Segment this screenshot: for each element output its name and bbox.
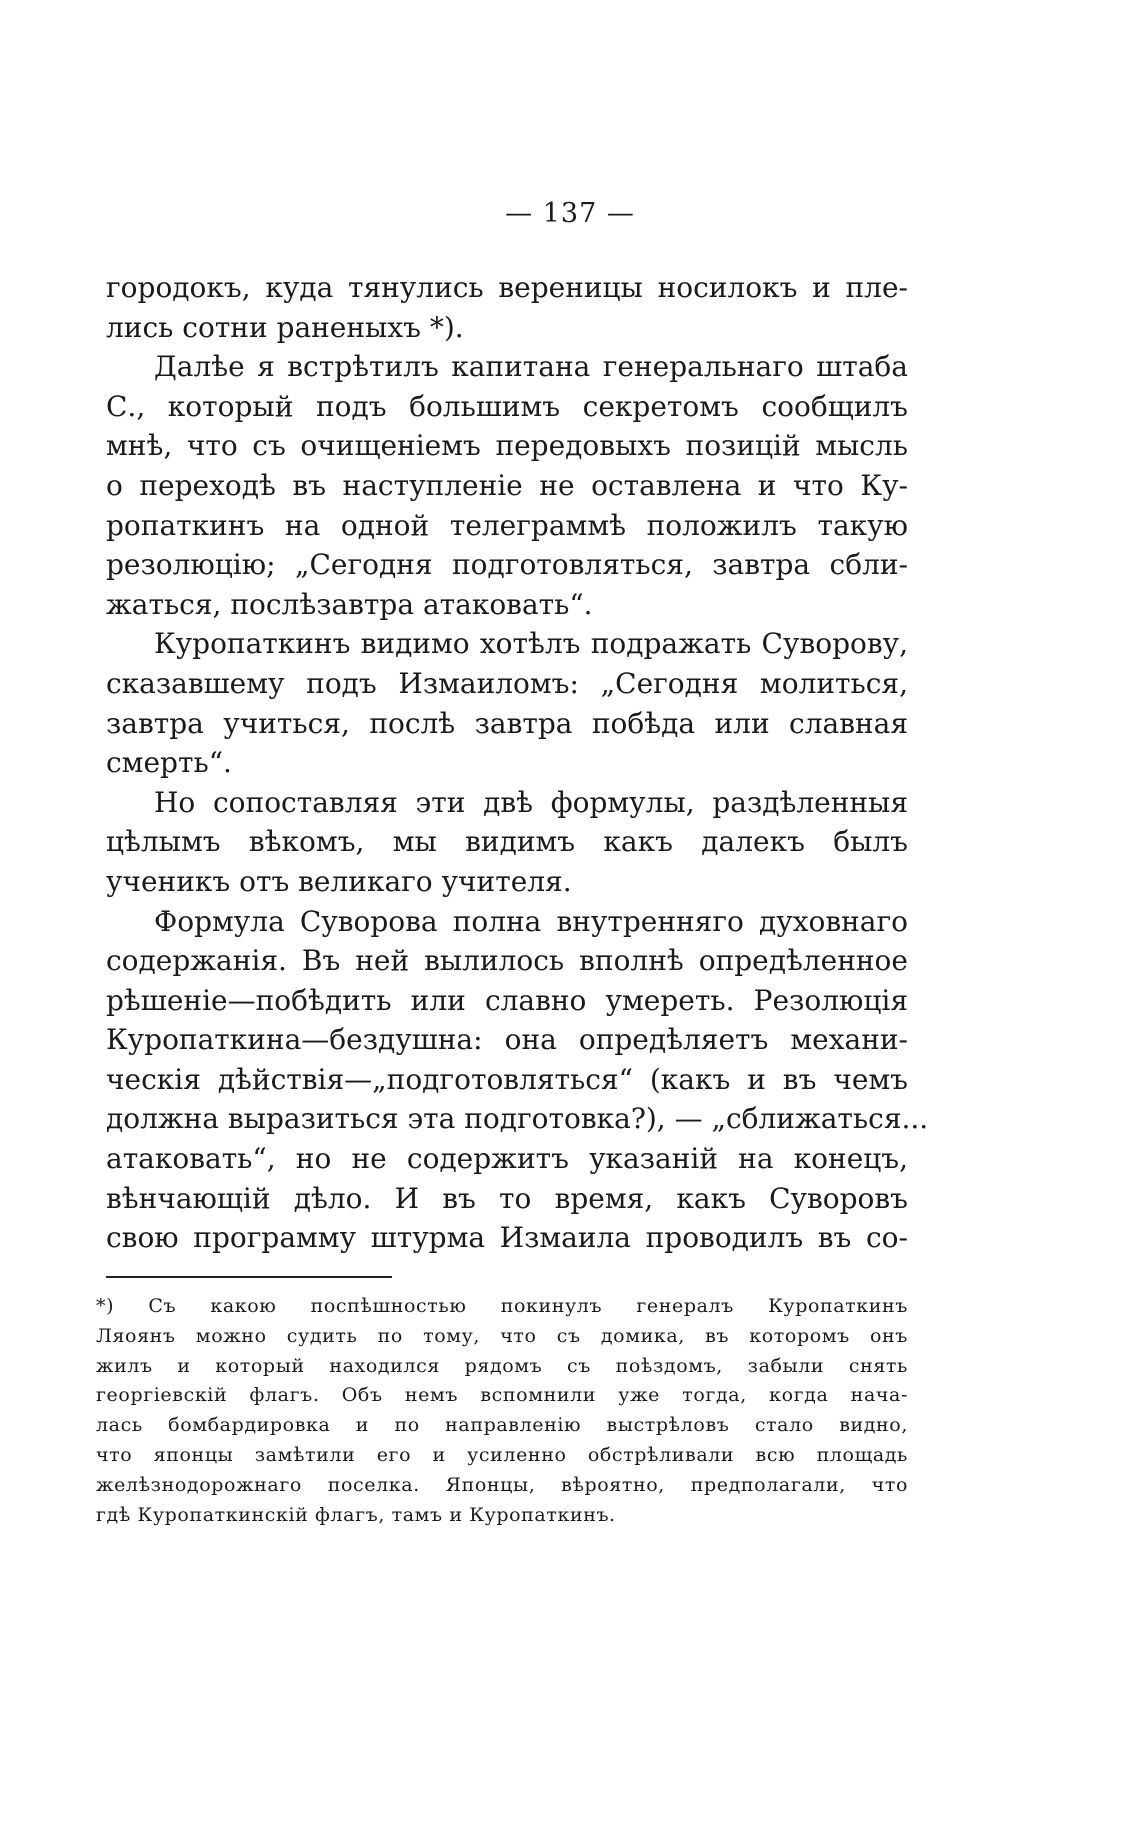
paragraph-start-line: Далѣе я встрѣтилъ капитана генеральнаго штаба bbox=[154, 350, 908, 384]
paragraph-start-line: Формула Суворова полна внутренняго духовнаго bbox=[154, 904, 908, 938]
text-line: сказавшему подъ Измаиломъ: „Сегодня молиться, bbox=[106, 666, 908, 700]
footnote-line: *) Съ какою поспѣшностью покинулъ генералъ Куропаткинъ bbox=[96, 1295, 908, 1317]
page-number: — 137 — bbox=[505, 198, 635, 229]
text-line: свою программу штурма Измаила проводилъ въ со- bbox=[106, 1221, 908, 1255]
text-line: жаться, послѣзавтра атаковать“. bbox=[106, 587, 593, 621]
text-line: вѣнчающій дѣло. И въ то время, какъ Суворовъ bbox=[106, 1181, 908, 1215]
text-line: содержанія. Въ ней вылилось вполнѣ опредѣленное bbox=[106, 944, 908, 978]
text-line: Куропаткина—бездушна: она опредѣляетъ механи- bbox=[106, 1023, 908, 1057]
footnote-line: гдѣ Куропаткинскій флагъ, тамъ и Куропаткинъ. bbox=[96, 1503, 616, 1526]
footnote bbox=[96, 1292, 908, 1530]
footnote-line: георгіевскій флагъ. Объ немъ вспомнили уже тогда, когда нача- bbox=[96, 1384, 908, 1407]
footnote-line: что японцы замѣтили его и усиленно обстрѣливали всю площадь bbox=[96, 1443, 908, 1466]
text-line: ученикъ отъ великаго учителя. bbox=[106, 864, 572, 898]
text-line: городокъ, куда тянулись вереницы носилокъ и пле- bbox=[106, 271, 908, 304]
text-line: ческія дѣйствія—„подготовляться“ (какъ и въ чемъ bbox=[106, 1062, 908, 1096]
paragraph-start-line: Но сопоставляя эти двѣ формулы, раздѣленныя bbox=[154, 785, 908, 819]
text-line: цѣлымъ вѣкомъ, мы видимъ какъ далекъ былъ bbox=[106, 825, 908, 859]
text-line: о переходѣ въ наступленіе не оставлена и что Ку- bbox=[106, 468, 908, 502]
text-line: С., который подъ большимъ секретомъ сообщилъ bbox=[106, 389, 908, 423]
main-text bbox=[106, 268, 929, 1258]
footnote-line: лась бомбардировка и по направленію выстрѣловъ стало видно, bbox=[96, 1414, 908, 1437]
footnote-line: жилъ и который находился рядомъ съ поѣздомъ, забыли снять bbox=[96, 1354, 908, 1377]
text-line: атаковать“, но не содержитъ указаній на конецъ, bbox=[106, 1142, 908, 1176]
text-line: ропаткинъ на одной телеграммѣ положилъ такую bbox=[106, 508, 908, 542]
text-line: лись сотни раненыхъ *). bbox=[106, 310, 464, 344]
text-line: смерть“. bbox=[106, 746, 232, 780]
footnote-divider bbox=[106, 1276, 392, 1278]
text-line: завтра учиться, послѣ завтра побѣда или славная bbox=[106, 706, 908, 740]
text-line: мнѣ, что съ очищеніемъ передовыхъ позицій мысль bbox=[106, 429, 908, 463]
footnote-line: Ляоянъ можно судить по тому, что съ домика, въ которомъ онъ bbox=[96, 1324, 908, 1347]
text-line: должна выразиться эта подготовка?), — „сближаться... bbox=[106, 1102, 929, 1136]
text-line: резолюцію; „Сегодня подготовляться, завтра сбли- bbox=[106, 548, 908, 582]
footnote-line: желѣзнодорожнаго поселка. Японцы, вѣроятно, предполагали, что bbox=[96, 1473, 908, 1496]
paragraph-start-line: Куропаткинъ видимо хотѣлъ подражать Суворову, bbox=[154, 627, 908, 661]
text-line: рѣшеніе—побѣдить или славно умереть. Резолюція bbox=[106, 983, 908, 1017]
